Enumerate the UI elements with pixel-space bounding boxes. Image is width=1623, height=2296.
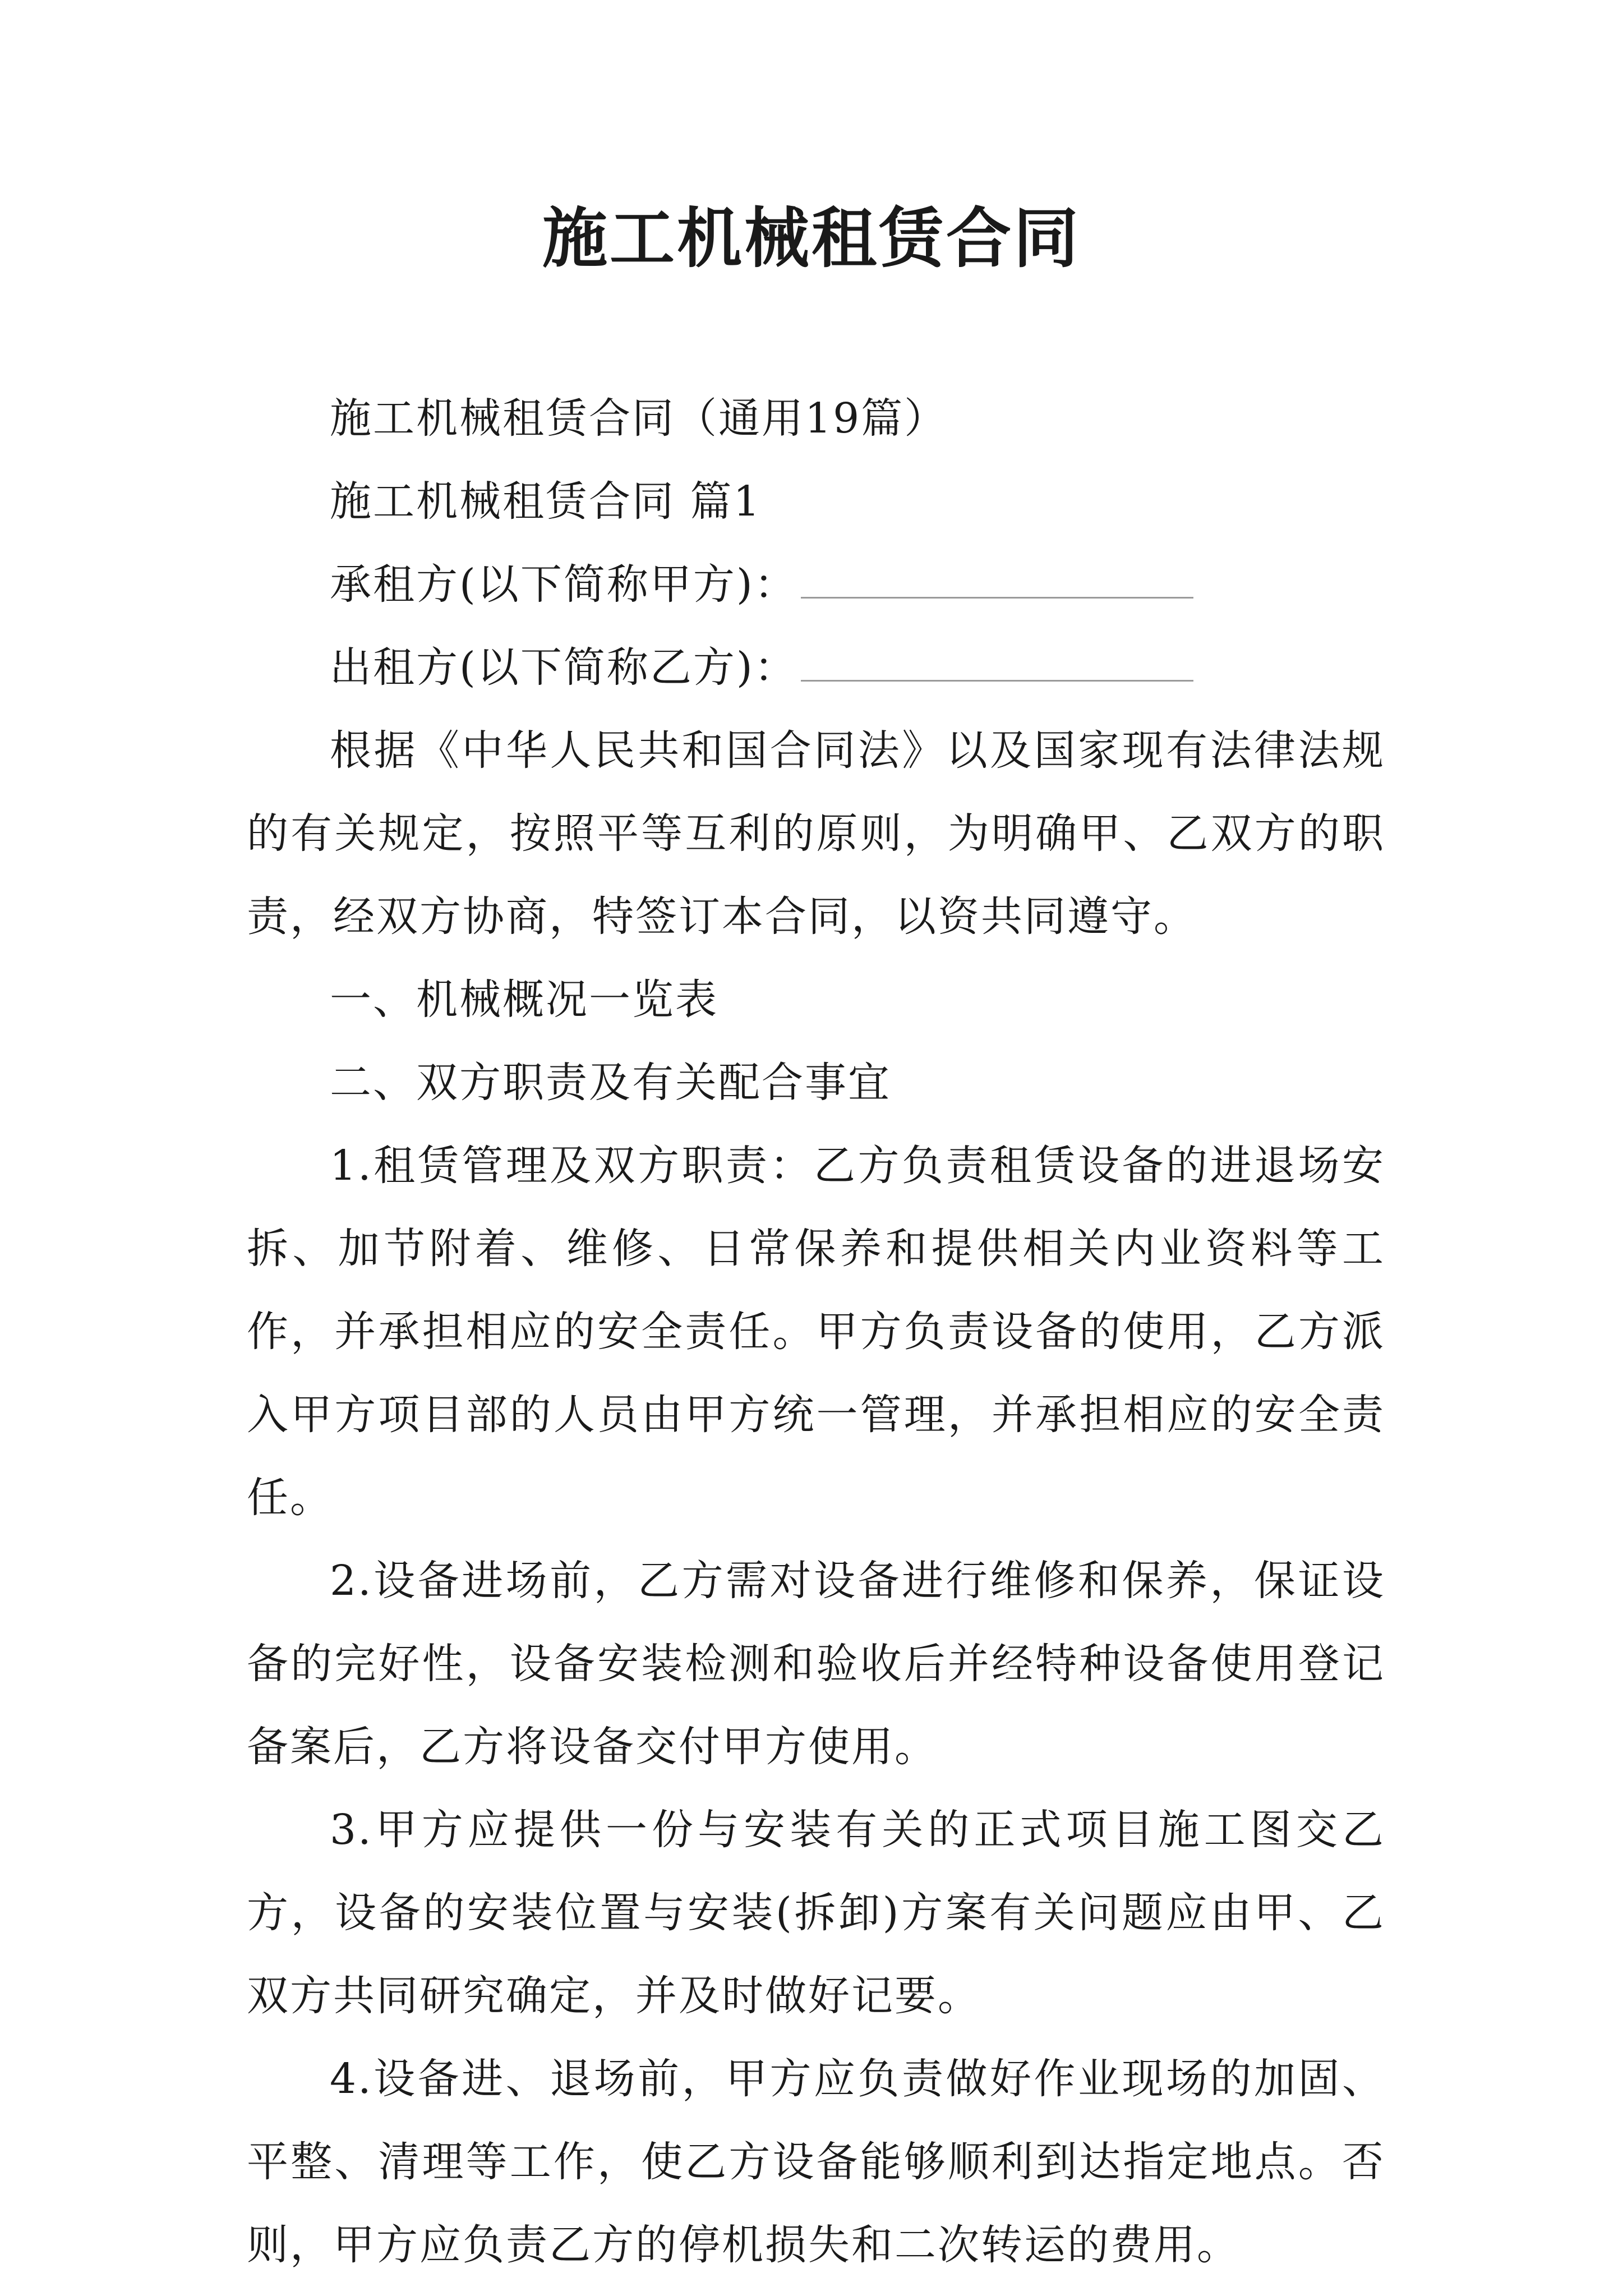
document-subtitle: 施工机械租赁合同（通用19篇） [330, 394, 948, 443]
clause-1: 1.租赁管理及双方职责：乙方负责租赁设备的进退场安拆、加节附着、维修、日常保养和提供相关内业资料等工作，并承担相应的安全责任。甲方负责设备的使用，乙方派入甲方项目部的人员由甲方统一管理，并承担相应的安全责任。 [247, 1142, 1385, 1522]
lessee-label: 承租方(以下简称甲方)： [330, 560, 797, 609]
heading-machinery-overview: 一、机械概况一览表 [330, 976, 718, 1024]
document-body [247, 377, 1385, 2286]
intro-paragraph: 根据《中华人民共和国合同法》以及国家现有法律法规的有关规定，按照平等互利的原则，为明确甲、乙双方的职责，经双方协商，特签订本合同，以资共同遵守。 [247, 726, 1385, 941]
lessor-blank-line [801, 646, 1193, 682]
lessor-label: 出租方(以下简称乙方)： [330, 643, 797, 692]
clause-3: 3.甲方应提供一份与安装有关的正式项目施工图交乙方，设备的安装位置与安装(拆卸)方案有关问题应由甲、乙双方共同研究确定，并及时做好记要。 [247, 1806, 1385, 2020]
lessor-field [247, 626, 1385, 709]
section-heading: 施工机械租赁合同 篇1 [330, 477, 762, 526]
clause-2: 2.设备进场前，乙方需对设备进行维修和保养，保证设备的完好性，设备安装检测和验收后并经特种设备使用登记备案后，乙方将设备交付甲方使用。 [247, 1557, 1385, 1771]
heading-responsibilities: 二、双方职责及有关配合事宜 [330, 1059, 891, 1107]
lessee-field [247, 543, 1385, 626]
document-title: 施工机械租赁合同 [542, 200, 1081, 277]
lessee-blank-line [801, 563, 1193, 599]
clause-4: 4.设备进、退场前，甲方应负责做好作业现场的加固、平整、清理等工作，使乙方设备能够顺利到达指定地点。否则，甲方应负责乙方的停机损失和二次转运的费用。 [247, 2055, 1385, 2269]
